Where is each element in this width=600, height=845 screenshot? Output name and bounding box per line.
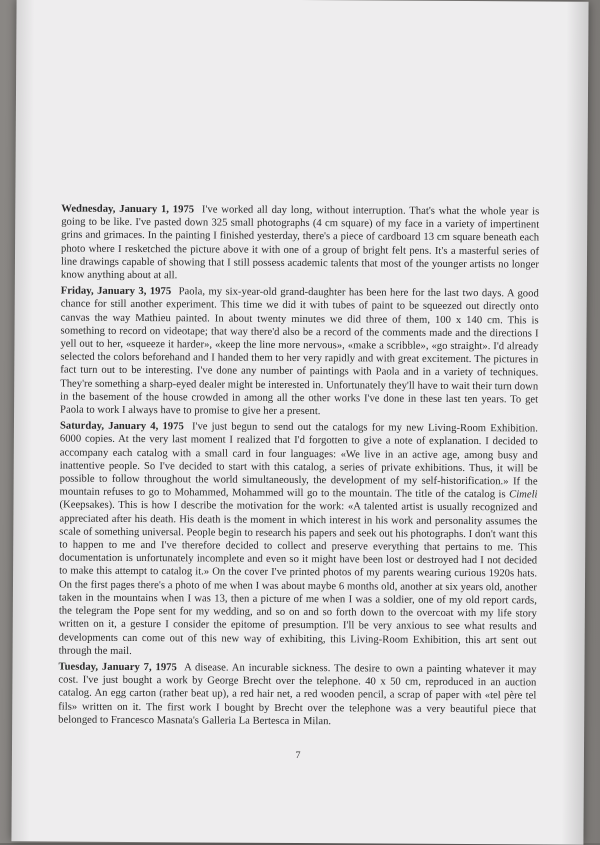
diary-entry <box>58 660 536 729</box>
entry-text: Paola, my six-year-old grand-daughter has been here for the last two days. A good chance for still another experiment. This time we did it with tubes of paint to be squeezed out directly onto canvas the way Mathieu painted. In about twenty minutes we did three of them, 100 x 140 cm. This is something to record on videotape; that way there'd also be a record of the comments made and the directions I yell out to her, «squeeze it harder», «keep the line more nervous», «make a scribble», «go straight». I'd already selected the colors beforehand and I handed them to her very rapidly and with great excitement. The pictures in fact turn out to be interesting. I've done any number of paintings with Paola and in a variety of techniques. They're something a sharp-eyed dealer might be interested in. Unfortunately they'll have to wait their turn down in the basement of the house crowded in among all the other works I've done in these last ten years. To get Paola to work I always have to promise to give her a present. <box>60 286 539 418</box>
booklet-page <box>11 0 588 845</box>
entry-text: I've just begun to send out the catalogs for my new Living-Room Exhibition. 6000 copies. At the very last moment I realized that I'd forgotten to give a note of explanation. I decided to accompany each catalog with a small card in four languages: «We live in an active age, among busy and inattentive people. So I've decided to start with this catalog, a series of private exhibitions. Thus, it will be possible to follow throughout the world simultaneously, the development of my self-historification.» If the mountain refuses to go to Mohammed, Mohammed will go to the mountain. The title of the catalog is <box>59 421 538 501</box>
catalog-title: Cimeli <box>509 489 538 501</box>
entry-date: Tuesday, January 7, 1975 <box>58 661 177 674</box>
entry-date: Saturday, January 4, 1975 <box>59 420 184 433</box>
diary-entry <box>59 420 538 661</box>
entry-date: Wednesday, January 1, 1975 <box>61 203 195 216</box>
entry-text: (Keepsakes). This is how I describe the motivation for the work: «A talented artist is usually recognized and appreciated after his death. His death is the moment in which interest in his work and personality assumes the scale of something universal. People begin to research his papers and seek out his photographs. I don't want this to happen to me and I've therefore decided to collect and preserve everything that pertains to me. This documentation is unfortunately incomplete and even so it might have been lost or destroyed had I not decided to make this attempt to catalog it.» On the cover I've printed photos of my parents wearing curious 1920s hats. On the first pages there's a photo of me when I was about maybe 6 months old, another at six years old, another taken in the mountains when I was 13, then a picture of me when I was a soldier, one of my old report cards, the telegram the Pope sent for my wedding, and so on and so forth down to the overcoat with my life story written on it, a gesture I consider the epitome of presumption. I'll be very anxious to see what results and developments can come out of this new way of exhibiting, this Living-Room Exhibition, this art sent out through the mail. <box>58 500 538 657</box>
entry-text: A disease. An incurable sickness. The desire to own a painting whatever it may cost. I've just bought a work by George Brecht over the telephone. 40 x 50 cm, reproduced in an auction catalog. An egg carton (rather beat up), a red hair net, a red wooden pencil, a scrap of paper with «tel père tel fils» written on it. The first work I bought by Brecht over the telephone was a very beautiful piece that belonged to Francesco Masnata's Galleria La Bertesca in Milan. <box>58 662 537 727</box>
entry-date: Friday, January 3, 1975 <box>60 285 172 298</box>
entry-text: I've worked all day long, without interruption. That's what the whole year is going to be like. I've pasted down 325 small photographs (4 cm square) of my face in a variety of impertinent grins and grimaces. In the painting I finished yesterday, there's a piece of cardboard 13 cm square beneath each photo where I resketched the picture above it with one of a group of bright felt pens. It's a masterful series of line drawings capable of showing that I still possess academic talents that most of the younger artists no longer know anything about at all. <box>60 204 540 282</box>
diary-entry <box>61 203 539 285</box>
diary-entry <box>60 285 539 420</box>
page-number: 7 <box>295 749 301 762</box>
diary-text <box>58 203 539 733</box>
